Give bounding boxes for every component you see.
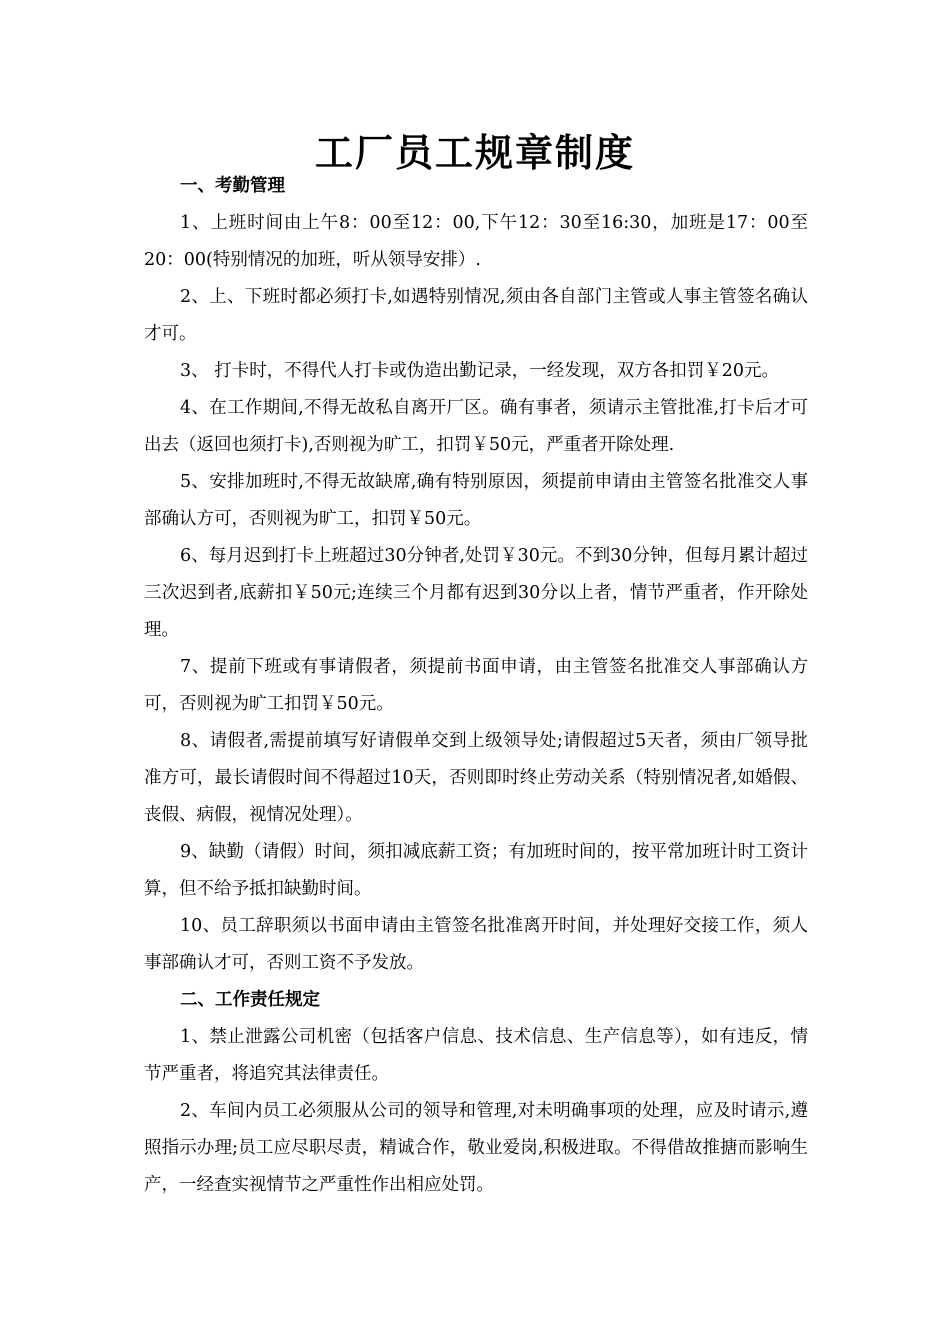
responsibility-rule-1: 1、禁止泄露公司机密（包括客户信息、技术信息、生产信息等），如有违反，情节严重者，将追究其法律责任。 [144, 1027, 808, 1084]
attendance-rule-8: 8、请假者,需提前填写好请假单交到上级领导处;请假超过5天者，须由厂领导批准方可，最长请假时间不得超过10天，否则即时终止劳动关系（特别情况者,如婚假、丧假、病假，视情况处理）。 [144, 731, 808, 825]
attendance-rule-4: 4、在工作期间,不得无故私自离开厂区。确有事者，须请示主管批准,打卡后才可出去（返回也须打卡),否则视为旷工，扣罚￥50元，严重者开除处理. [144, 398, 808, 455]
attendance-rule-6: 6、每月迟到打卡上班超过30分钟者,处罚￥30元。不到30分钟，但每月累计超过三次迟到者,底薪扣￥50元;连续三个月都有迟到30分以上者，情节严重者，作开除处理。 [144, 546, 808, 640]
section-heading-attendance: 一、考勤管理 [180, 176, 285, 196]
section-heading-responsibility: 二、工作责任规定 [180, 990, 320, 1010]
attendance-rule-3: 3、 打卡时，不得代人打卡或伪造出勤记录，一经发现，双方各扣罚￥20元。 [180, 361, 779, 381]
attendance-rule-9: 9、缺勤（请假）时间，须扣减底薪工资；有加班时间的，按平常加班计时工资计算，但不给予抵扣缺勤时间。 [144, 842, 808, 899]
attendance-rule-10: 10、员工辞职须以书面申请由主管签名批准离开时间，并处理好交接工作，须人事部确认才可，否则工资不予发放。 [144, 916, 808, 973]
attendance-rule-5: 5、安排加班时,不得无故缺席,确有特别原因，须提前申请由主管签名批准交人事部确认方可，否则视为旷工，扣罚￥50元。 [144, 472, 808, 529]
responsibility-rule-2: 2、车间内员工必须服从公司的领导和管理,对未明确事项的处理，应及时请示,遵照指示办理;员工应尽职尽责，精诚合作，敬业爱岗,积极进取。不得借故推搪而影响生产，一经查实视情节之严重性作出相应处罚。 [144, 1101, 808, 1195]
attendance-rule-2: 2、上、下班时都必须打卡,如遇特别情况,须由各自部门主管或人事主管签名确认才可。 [144, 287, 808, 344]
document-title: 工厂员工规章制度 [314, 131, 635, 175]
attendance-rule-1: 1、上班时间由上午8：00至12：00,下午12：30至16:30，加班是17：00至20：00(特别情况的加班，听从领导安排）. [144, 213, 808, 270]
document-body [144, 168, 808, 1204]
attendance-rule-7: 7、提前下班或有事请假者，须提前书面申请，由主管签名批准交人事部确认方可，否则视为旷工扣罚￥50元。 [144, 657, 808, 714]
